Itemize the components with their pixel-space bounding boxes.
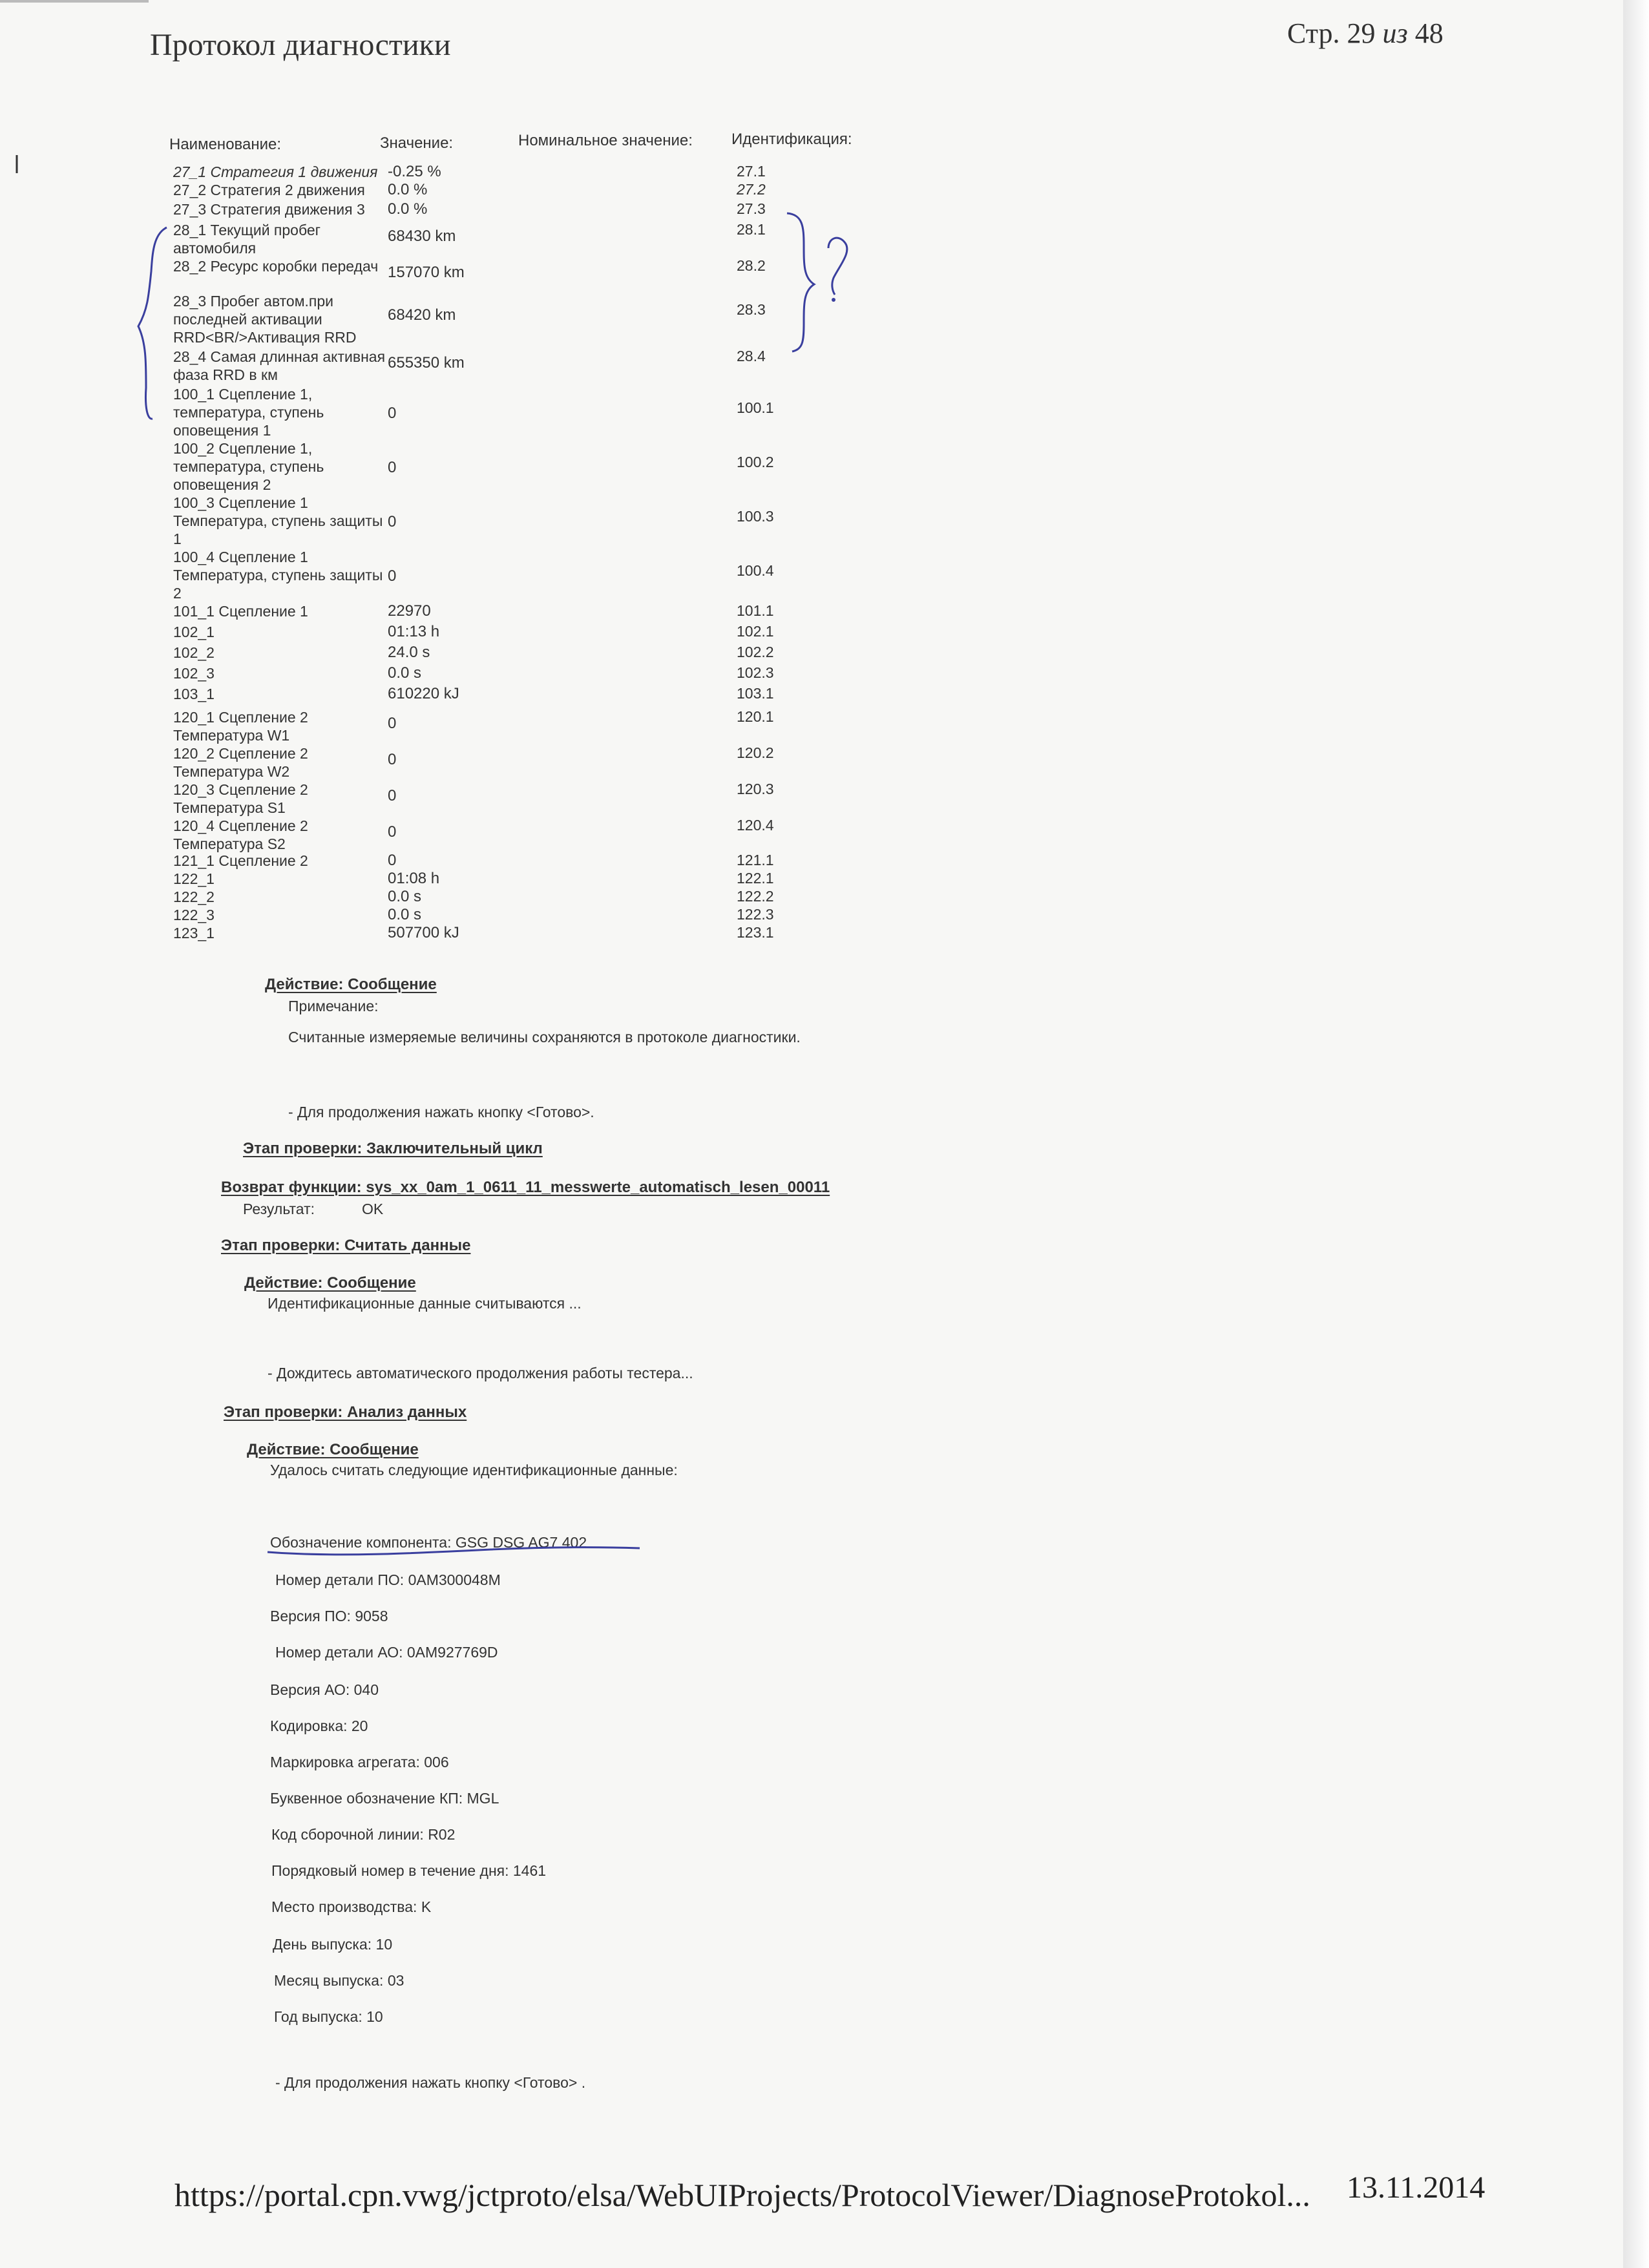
row-value: 01:13 h — [388, 623, 440, 640]
row-name: 120_3 Сцепление 2 Температура S1 — [173, 781, 308, 816]
ident-item: Буквенное обозначение КП: MGL — [270, 1790, 499, 1807]
row-name: 100_4 Сцепление 1 Температура, ступень защиты 2 — [173, 549, 383, 602]
action-heading: Действие: Сообщение — [244, 1274, 416, 1292]
row-id: 100.1 — [737, 399, 774, 416]
ident-item: Версия АО: 040 — [270, 1681, 379, 1698]
ident-item: Номер детали ПО: 0AM300048M — [275, 1571, 501, 1588]
row-value: 0 — [388, 823, 397, 841]
row-value: 0 — [388, 751, 397, 768]
row-name: 121_1 Сцепление 2 — [173, 852, 308, 869]
row-value: 24.0 s — [388, 644, 430, 661]
action-heading: Действие: Сообщение — [265, 976, 437, 993]
row-value: 507700 kJ — [388, 924, 459, 941]
step-read-data: Этап проверки: Считать данные — [221, 1237, 471, 1254]
document-title: Протокол диагностики — [150, 28, 451, 62]
row-id: 27.1 — [737, 163, 766, 180]
ident-item: Порядковый номер в течение дня: 1461 — [271, 1862, 547, 1879]
header-name: Наименование: — [169, 136, 282, 153]
row-id: 120.4 — [737, 817, 774, 834]
underline-ink — [268, 1548, 640, 1555]
row-name: 102_2 — [173, 644, 215, 661]
row-value: 610220 kJ — [388, 685, 459, 702]
row-id: 120.3 — [737, 781, 774, 797]
row-id: 100.2 — [737, 454, 774, 470]
function-return: Возврат функции: sys_xx_0am_1_0611_11_messwerte_automatisch_lesen_00011 — [221, 1179, 830, 1196]
row-name: 120_1 Сцепление 2 Температура W1 — [173, 709, 308, 744]
ident-item: Месяц выпуска: 03 — [274, 1972, 404, 1989]
row-name: 27_3 Стратегия движения 3 — [173, 201, 365, 218]
note-text: Считанные измеряемые величины сохраняются в протоколе диагностики. — [288, 1029, 801, 1045]
step-final-cycle: Этап проверки: Заключительный цикл — [243, 1140, 543, 1157]
row-name: 100_2 Сцепление 1, температура, ступень оповещения 2 — [173, 440, 324, 493]
header-value: Значение: — [380, 134, 454, 152]
result-label: Результат: — [243, 1201, 315, 1217]
row-value: 0 — [388, 404, 397, 422]
row-name: 103_1 — [173, 686, 215, 702]
page-total: 48 — [1414, 17, 1444, 49]
row-value: 0 — [388, 513, 397, 530]
row-id: 100.3 — [737, 508, 774, 525]
row-name: 100_1 Сцепление 1, температура, ступень оповещения 1 — [173, 386, 324, 439]
row-value: 0 — [388, 567, 397, 585]
row-value: 0 — [388, 715, 397, 732]
wait-hint: - Дождитесь автоматического продолжения работы тестера... — [268, 1365, 693, 1381]
ident-item: Кодировка: 20 — [270, 1717, 368, 1734]
reading-text: Идентификационные данные считываются ... — [268, 1295, 582, 1312]
row-name: 28_4 Самая длинная активная фаза RRD в км — [173, 348, 386, 383]
row-name: 101_1 Сцепление 1 — [173, 603, 308, 620]
row-id: 28.4 — [737, 348, 766, 364]
ident-intro: Удалось считать следующие идентификационные данные: — [270, 1462, 678, 1478]
row-id: 27.2 — [737, 181, 766, 198]
ident-item: Код сборочной линии: R02 — [271, 1826, 456, 1843]
row-name: 28_1 Текущий пробег автомобиля — [173, 222, 321, 257]
row-name: 102_3 — [173, 665, 215, 682]
row-id: 120.2 — [737, 744, 774, 761]
page-number: Стр. 29 — [1287, 17, 1376, 49]
header-nominal: Номинальное значение: — [518, 132, 693, 149]
row-value: 157070 km — [388, 264, 465, 281]
footer-url: https://portal.cpn.vwg/jctproto/elsa/WebUIProjects/ProtocolViewer/DiagnoseProtokol... — [174, 2177, 1310, 2213]
row-name: 27_2 Стратегия 2 движения — [173, 182, 365, 198]
row-name: 120_2 Сцепление 2 Температура W2 — [173, 745, 308, 780]
row-name: 102_1 — [173, 624, 215, 640]
row-id: 122.2 — [737, 888, 774, 905]
row-value: 0 — [388, 787, 397, 804]
ident-item: Обозначение компонента: GSG DSG AG7 402 — [270, 1534, 587, 1551]
row-value: 0 — [388, 459, 397, 476]
row-name: 123_1 — [173, 925, 215, 941]
row-value: 01:08 h — [388, 870, 440, 887]
row-value: 68420 km — [388, 306, 456, 324]
ident-item: Маркировка агрегата: 006 — [270, 1754, 449, 1770]
result-value: OK — [362, 1201, 384, 1217]
row-value: 68430 km — [388, 227, 456, 245]
row-value: -0.25 % — [388, 163, 441, 180]
continue-hint: - Для продолжения нажать кнопку <Готово> . — [275, 2074, 586, 2091]
ident-item: Номер детали АО: 0AM927769D — [275, 1644, 498, 1661]
row-id: 102.1 — [737, 623, 774, 640]
row-id: 122.1 — [737, 870, 774, 887]
note-label: Примечание: — [288, 998, 379, 1014]
ident-item: Версия ПО: 9058 — [270, 1608, 388, 1624]
row-name: 122_2 — [173, 888, 215, 905]
question-mark-ink — [828, 238, 847, 295]
question-dot-ink — [832, 298, 835, 302]
action-heading: Действие: Сообщение — [247, 1441, 419, 1458]
row-name: 120_4 Сцепление 2 Температура S2 — [173, 817, 308, 852]
row-id: 100.4 — [737, 562, 774, 579]
row-name: 122_3 — [173, 907, 215, 923]
row-id: 27.3 — [737, 200, 766, 217]
row-id: 28.1 — [737, 221, 766, 238]
row-name: 100_3 Сцепление 1 Температура, ступень защиты 1 — [173, 494, 383, 547]
row-name: 27_1 Стратегия 1 движения — [173, 163, 378, 180]
row-value: 22970 — [388, 602, 431, 620]
row-value: 0.0 s — [388, 906, 422, 923]
row-id: 121.1 — [737, 852, 774, 868]
ident-item: Место производства: K — [271, 1898, 432, 1915]
row-id: 120.1 — [737, 708, 774, 725]
row-id: 102.3 — [737, 664, 774, 681]
row-value: 655350 km — [388, 354, 465, 372]
row-name: 122_1 — [173, 870, 215, 887]
row-id: 102.2 — [737, 644, 774, 660]
ident-item: День выпуска: 10 — [273, 1936, 393, 1953]
row-id: 123.1 — [737, 924, 774, 941]
row-value: 0.0 s — [388, 664, 422, 682]
continue-hint: - Для продолжения нажать кнопку <Готово>. — [288, 1104, 594, 1120]
row-id: 101.1 — [737, 602, 774, 619]
page-of: из — [1382, 17, 1408, 49]
row-value: 0.0 % — [388, 181, 428, 198]
row-value: 0 — [388, 852, 397, 869]
right-brace-ink — [787, 213, 814, 352]
row-id: 122.3 — [737, 906, 774, 923]
row-value: 0.0 s — [388, 888, 422, 905]
row-value: 0.0 % — [388, 200, 428, 218]
row-id: 28.3 — [737, 301, 766, 318]
left-brace-ink — [138, 227, 167, 419]
row-id: 103.1 — [737, 685, 774, 702]
row-name: 28_3 Пробег автом.при последней активации RRD<BR/>Активация RRD — [173, 293, 357, 346]
header-id: Идентификация: — [731, 131, 852, 148]
footer-date: 13.11.2014 — [1347, 2170, 1486, 2205]
row-name: 28_2 Ресурс коробки передач — [173, 258, 379, 275]
row-id: 28.2 — [737, 257, 766, 274]
ident-item: Год выпуска: 10 — [274, 2008, 383, 2025]
step-analysis: Этап проверки: Анализ данных — [224, 1403, 467, 1421]
